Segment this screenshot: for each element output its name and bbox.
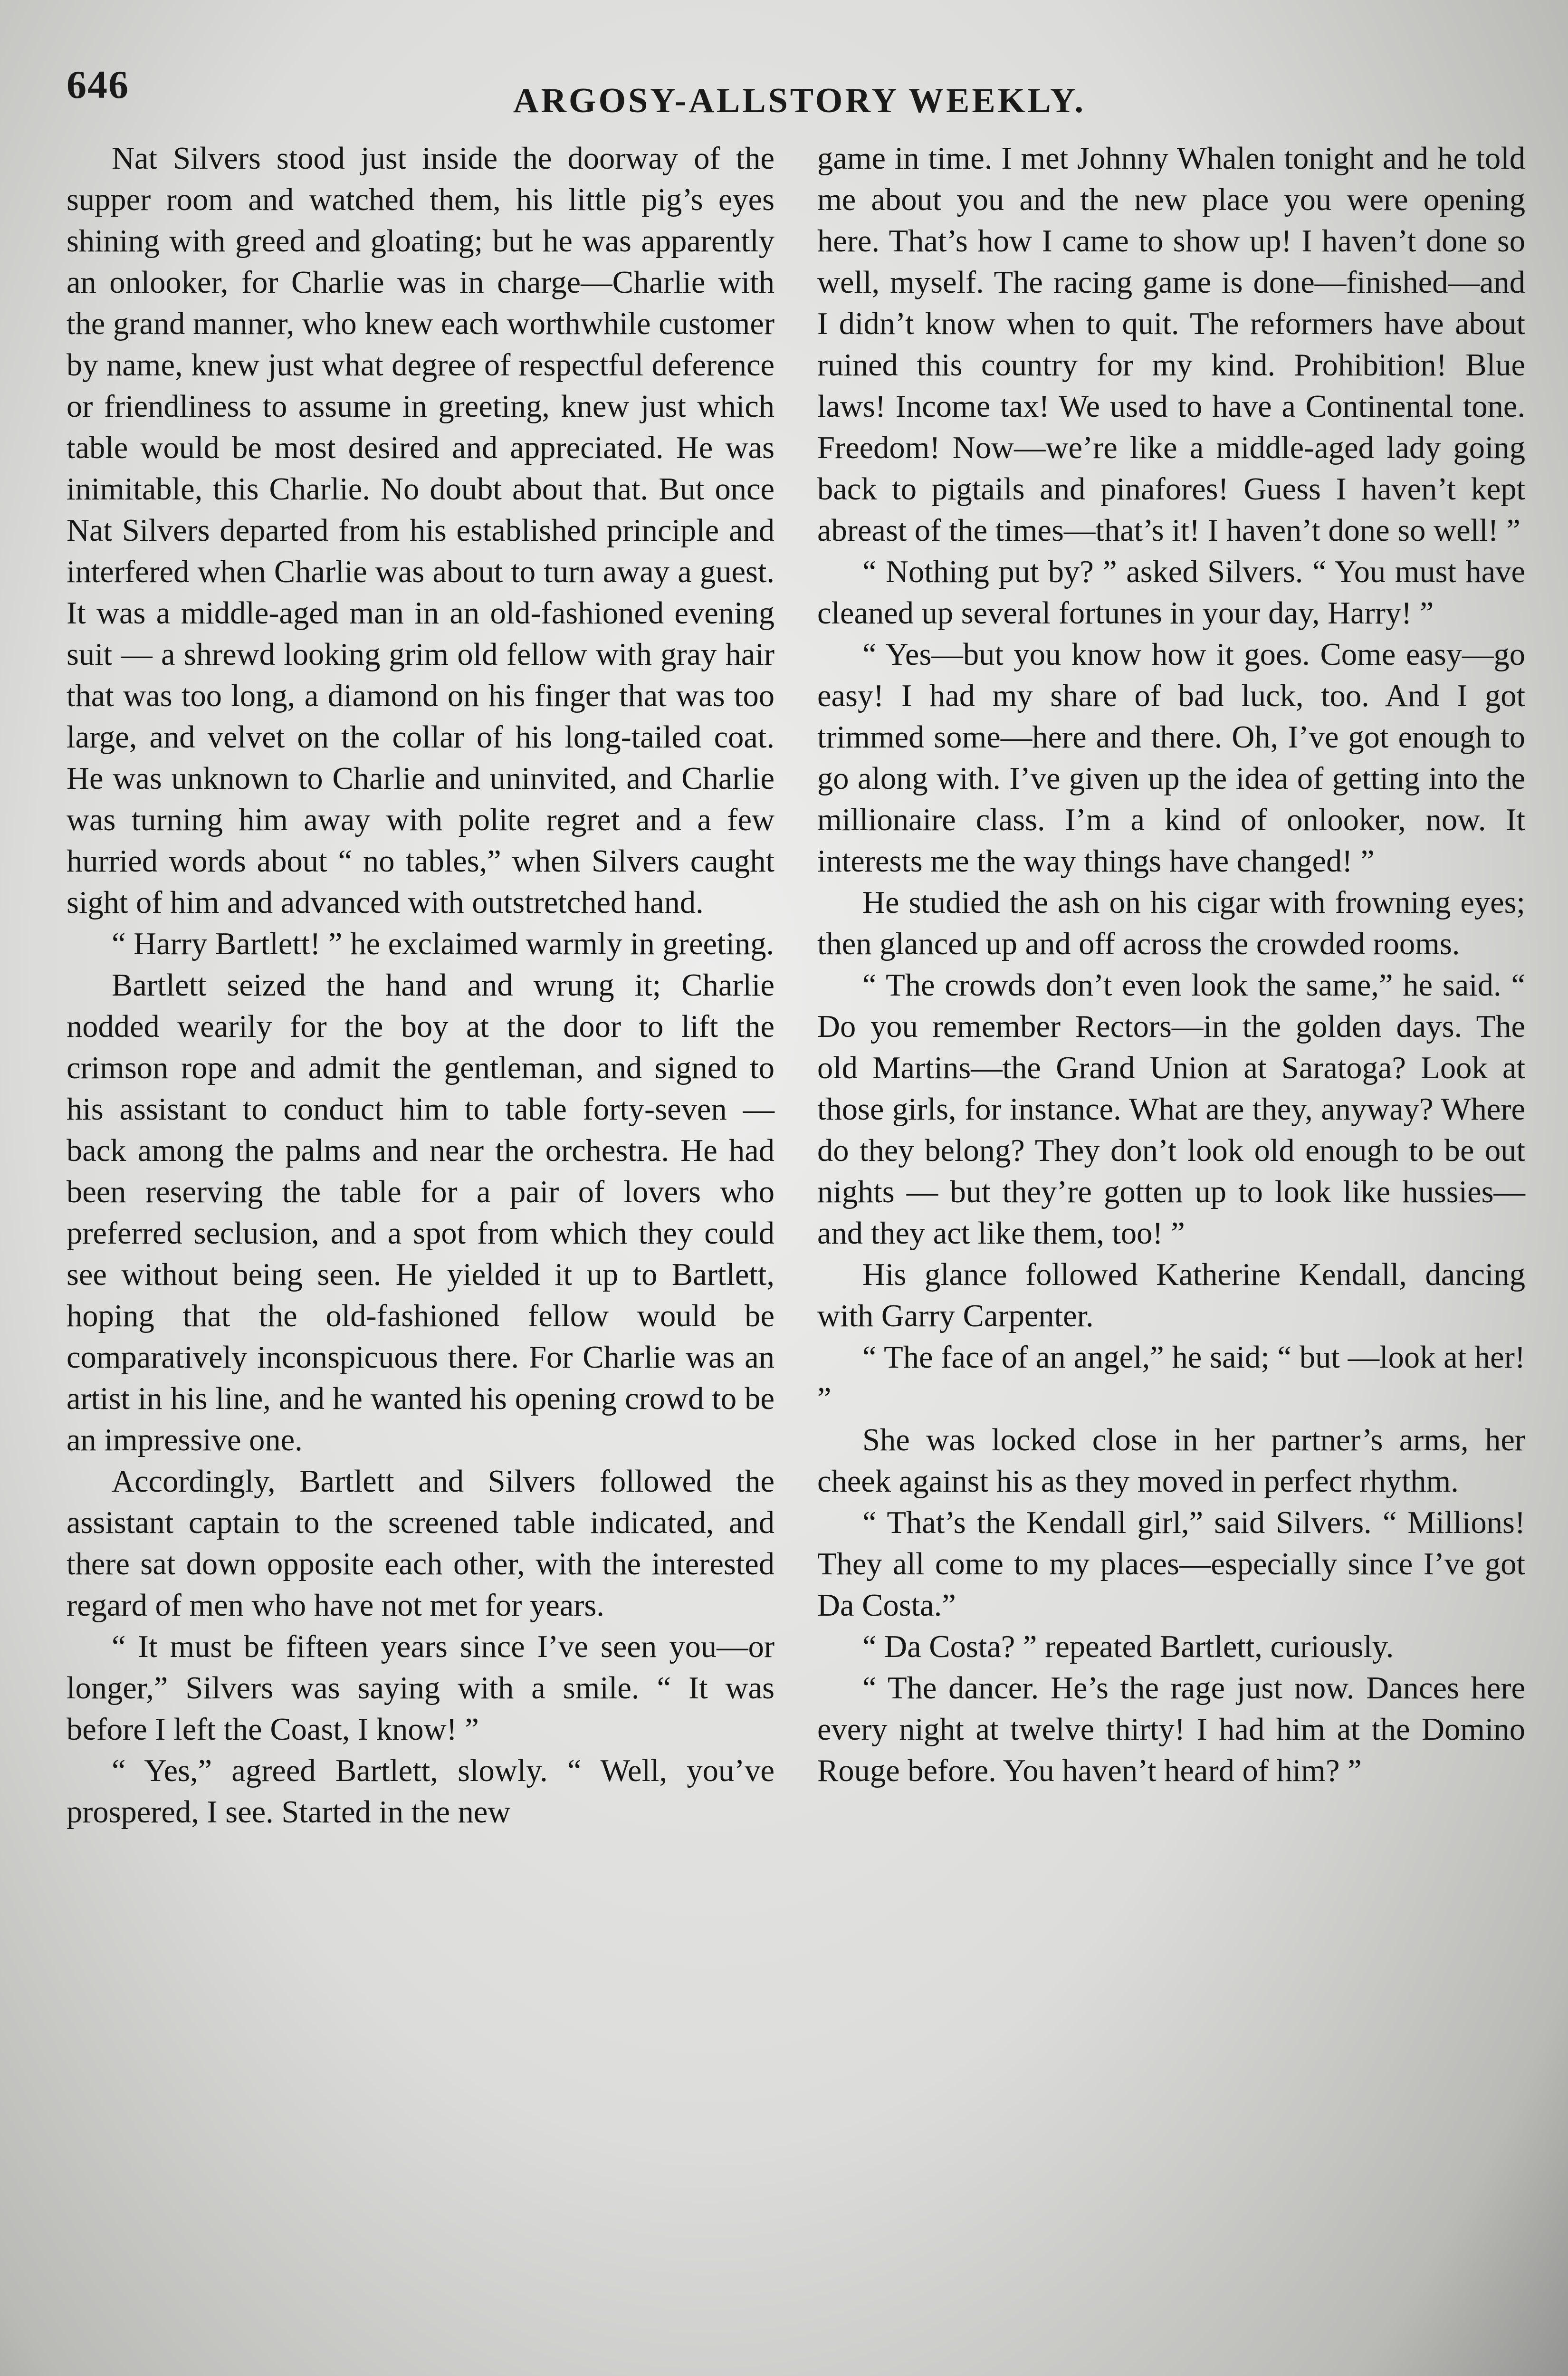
right-column: [817, 138, 1525, 2366]
paragraph: “ It must be fifteen years since I’ve seen you—or longer,” Silvers was saying with a smile. “ It was before I left the Coast, I know! ”: [67, 1629, 774, 1747]
paragraph: “ Yes—but you know how it goes. Come easy—go easy! I had my share of bad luck, too. And I got trimmed some—here and there. Oh, I’ve got enough to go along with. I’ve given up the idea of getting into the millionaire class. I’m a kind of onlooker, now. It interests me the way things have changed! ”: [817, 637, 1525, 879]
paragraph: He studied the ash on his cigar with frowning eyes; then glanced up and off across the crowded rooms.: [817, 885, 1525, 961]
running-head: ARGOSY-ALLSTORY WEEKLY.: [513, 81, 1086, 120]
page-header: [67, 57, 1568, 143]
paragraph: “ Yes,” agreed Bartlett, slowly. “ Well, you’ve prospered, I see. Started in the new: [67, 1753, 774, 1830]
page-number: 646: [67, 63, 129, 107]
paragraph: Accordingly, Bartlett and Silvers followed the assistant captain to the screened table indicated, and there sat down opposite each other, with the interested regard of men who have not met for years.: [67, 1464, 774, 1623]
paragraph: She was locked close in her partner’s arms, her cheek against his as they moved in perfect rhythm.: [817, 1423, 1525, 1499]
paragraph: His glance followed Katherine Kendall, dancing with Garry Carpenter.: [817, 1257, 1525, 1333]
text-columns: [67, 138, 1525, 2366]
left-column: [67, 138, 774, 2366]
paragraph: Bartlett seized the hand and wrung it; Charlie nodded wearily for the boy at the door to lift the crimson rope and admit the gentleman, and signed to his assistant to conduct him to table forty-seven — back among the palms and near the orchestra. He had been reserving the table for a pair of lovers who preferred seclusion, and a spot from which they could see without being seen. He yielded it up to Bartlett, hoping that the old-fashioned fellow would be comparatively inconspicuous there. For Charlie was an artist in his line, and he wanted his opening crowd to be an impressive one.: [67, 968, 774, 1457]
paragraph: “ The face of an angel,” he said; “ but —look at her! ”: [817, 1340, 1525, 1416]
paragraph: “ The crowds don’t even look the same,” he said. “ Do you remember Rectors—in the golden days. The old Martins—the Grand Union at Saratoga? Look at those girls, for instance. What are they, anyway? Where do they belong? They don’t look old enough to be out nights — but they’re gotten up to look like hussies—and they act like them, too! ”: [817, 968, 1525, 1251]
paragraph-continued: game in time. I met Johnny Whalen tonight and he told me about you and the new place you were opening here. That’s how I came to show up! I haven’t done so well, myself. The racing game is done—finished—and I didn’t know when to quit. The reformers have about ruined this country for my kind. Prohibition! Blue laws! Income tax! We used to have a Continental tone. Freedom! Now—we’re like a middle-aged lady going back to pigtails and pinafores! Guess I haven’t kept abreast of the times—that’s it! I haven’t done so well! ”: [817, 141, 1525, 548]
paragraph: Nat Silvers stood just inside the doorway of the supper room and watched them, his little pig’s eyes shining with greed and gloating; but he was apparently an onlooker, for Charlie was in charge—Charlie with the grand manner, who knew each worthwhile customer by name, knew just what degree of respectful deference or friendliness to assume in greeting, knew just which table would be most desired and appreciated. He was inimitable, this Charlie. No doubt about that. But once Nat Silvers departed from his established principle and interfered when Charlie was about to turn away a guest. It was a middle-aged man in an old-fashioned evening suit — a shrewd looking grim old fellow with gray hair that was too long, a diamond on his finger that was too large, and velvet on the collar of his long-tailed coat. He was unknown to Charlie and uninvited, and Charlie was turning him away with polite regret and a few hurried words about “ no tables,” when Silvers caught sight of him and advanced with outstretched hand.: [67, 141, 774, 920]
paragraph: “ Harry Bartlett! ” he exclaimed warmly in greeting.: [112, 927, 774, 961]
paragraph: “ That’s the Kendall girl,” said Silvers. “ Millions! They all come to my places—especially since I’ve got Da Costa.”: [817, 1505, 1525, 1623]
paragraph: “ Nothing put by? ” asked Silvers. “ You must have cleaned up several fortunes in your day, Harry! ”: [817, 555, 1525, 631]
paragraph: “ Da Costa? ” repeated Bartlett, curiously.: [862, 1629, 1394, 1664]
paragraph: “ The dancer. He’s the rage just now. Dances here every night at twelve thirty! I had him at the Domino Rouge before. You haven’t heard of him? ”: [817, 1671, 1525, 1788]
